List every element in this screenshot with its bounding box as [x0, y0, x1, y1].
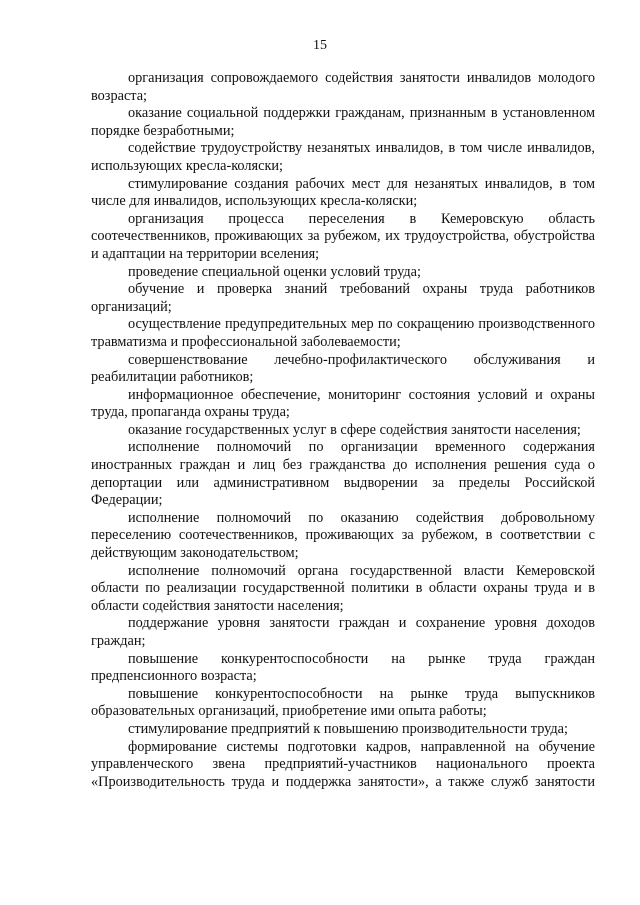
list-item: содействие трудоустройству незанятых инвалидов, в том числе инвалидов, использующих кресла-коляски; — [91, 140, 595, 174]
list-item: организация процесса переселения в Кемеровскую область соотечественников, проживающих за рубежом, их трудоустройства, обустройства и адаптации на территории вселения; — [91, 210, 595, 262]
list-item: осуществление предупредительных мер по сокращению производственного травматизма и профессиональной заболеваемости; — [91, 316, 595, 350]
list-item: формирование системы подготовки кадров, направленной на обучение управленческого звена предприятий-участников национального проекта «Производительность труда и поддержка занятости», а также служб занятости — [91, 738, 595, 790]
list-item: совершенствование лечебно-профилактического обслуживания и реабилитации работников; — [91, 351, 595, 386]
list-item: оказание социальной поддержки гражданам, признанным в установленном порядке безработными; — [91, 105, 595, 139]
list-item: поддержание уровня занятости граждан и сохранение уровня доходов граждан; — [91, 615, 595, 649]
list-item: исполнение полномочий по оказанию содействия добровольному переселению соотечественников, проживающих за рубежом, в соответствии с действующим законодательством; — [91, 509, 595, 562]
document-body — [91, 70, 595, 791]
list-item: проведение специальной оценки условий труда; — [128, 263, 422, 280]
page-number: 15 — [313, 38, 327, 53]
list-item: оказание государственных услуг в сфере содействия занятости населения; — [128, 421, 581, 438]
list-item: повышение конкурентоспособности на рынке труда граждан предпенсионного возраста; — [91, 650, 595, 685]
list-item: обучение и проверка знаний требований охраны труда работников организаций; — [91, 281, 595, 315]
list-item: повышение конкурентоспособности на рынке труда выпускников образовательных организаций, приобретение ими опыта работы; — [91, 685, 595, 720]
list-item: исполнение полномочий органа государственной власти Кемеровской области по реализации государственной политики в области охраны труда и в области содействия занятости населения; — [91, 562, 595, 614]
list-item: исполнение полномочий по организации временного содержания иностранных граждан и лиц без гражданства до исполнения решения суда о депортации или административном выдворении за пределы Российской Федерации; — [91, 439, 595, 509]
list-item: стимулирование предприятий к повышению производительности труда; — [128, 720, 568, 737]
list-item: стимулирование создания рабочих мест для незанятых инвалидов, в том числе для инвалидов, использующих кресла-коляски; — [91, 175, 595, 210]
list-item: организация сопровождаемого содействия занятости инвалидов молодого возраста; — [91, 70, 595, 104]
list-item: информационное обеспечение, мониторинг состояния условий и охраны труда, пропаганда охраны труда; — [91, 386, 595, 421]
